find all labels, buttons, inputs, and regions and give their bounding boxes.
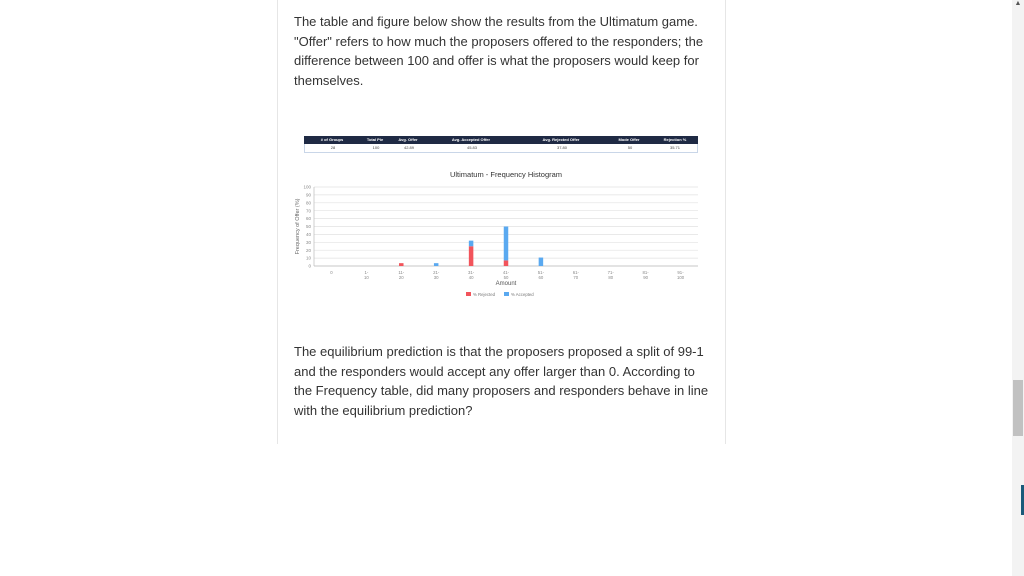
bar-rejected (504, 260, 509, 266)
value-groups: 28 (330, 145, 336, 150)
histogram-svg (293, 164, 713, 304)
x-tick-label: 0 (330, 270, 333, 275)
x-tick-label: 40 (468, 275, 474, 280)
y-tick-label: 30 (305, 239, 311, 245)
y-tick-label: 80 (305, 200, 311, 206)
bar-accepted (469, 241, 474, 247)
value-avg-rejected: 37.80 (556, 145, 567, 150)
y-tick-label: 50 (305, 224, 311, 230)
value-avg-offer: 42.89 (403, 145, 414, 150)
x-tick-label: 21- (433, 270, 440, 275)
x-tick-label: 71- (607, 270, 614, 275)
value-rejection-pct: 35.71 (669, 145, 680, 150)
chart-title: Ultimatum - Frequency Histogram (449, 170, 563, 179)
y-tick-label: 20 (305, 247, 311, 253)
x-tick-label: 80 (608, 275, 614, 280)
value-total-pie: 100 (372, 145, 380, 150)
bar-rejected (469, 246, 474, 266)
y-tick-label: 0 (308, 263, 311, 269)
y-axis-label: Frequency of Offer (%) (295, 198, 301, 255)
legend-label: % Rejected (473, 291, 495, 297)
x-tick-label: 10 (363, 275, 369, 280)
y-tick-label: 10 (305, 255, 311, 261)
stats-table-row (304, 144, 698, 153)
header-avg-rejected: Avg. Rejected Offer (542, 137, 580, 142)
x-tick-label: 90 (643, 275, 649, 280)
x-tick-label: 20 (398, 275, 404, 280)
x-tick-label: 70 (573, 275, 579, 280)
scroll-up-arrow-icon[interactable]: ▲ (1014, 0, 1022, 7)
legend-swatch (504, 292, 509, 296)
x-tick-label: 61- (572, 270, 579, 275)
y-tick-label: 70 (305, 208, 311, 214)
x-tick-label: 50 (503, 275, 509, 280)
header-rejection-pct: Rejection % (663, 137, 687, 142)
value-mode-offer: 50 (627, 145, 633, 150)
header-avg-accepted: Avg. Accepted Offer (451, 137, 491, 142)
scrollbar-thumb[interactable] (1013, 380, 1023, 436)
question-prompt-text: The equilibrium prediction is that the proposers proposed a split of 99-1 and the responders would accept any offer larger than 0. According to the Frequency table, did many proposers and responders behave in line with the equilibrium prediction? (294, 344, 709, 418)
header-total-pie: Total Pie (366, 137, 384, 142)
x-tick-label: 31- (467, 270, 475, 275)
x-tick-label: 11- (398, 270, 405, 275)
x-tick-label: 100 (676, 275, 685, 280)
x-axis-label: Amount (495, 281, 517, 287)
x-tick-label: 60 (538, 275, 544, 280)
value-avg-accepted: 45.83 (466, 145, 477, 150)
x-tick-label: 1- (364, 270, 369, 275)
bar-accepted (434, 263, 439, 266)
bar-accepted (504, 227, 509, 261)
content-panel (277, 0, 726, 444)
y-tick-label: 40 (305, 232, 311, 237)
y-tick-label: 60 (305, 216, 311, 222)
header-groups: # of Groups (320, 137, 344, 142)
question-intro-text: The table and figure below show the results from the Ultimatum game. "Offer" refers to how much the proposers offered to the responders; the difference between 100 and offer is what the proposers would keep for themselves. (294, 14, 704, 88)
stats-table-header (304, 136, 698, 144)
x-tick-label: 51- (537, 270, 545, 275)
y-tick-label: 90 (305, 192, 311, 198)
header-mode-offer: Mode Offer (618, 137, 640, 142)
legend-swatch (466, 292, 471, 296)
x-tick-label: 41- (502, 270, 510, 275)
header-avg-offer: Avg. Offer (398, 137, 418, 142)
bar-accepted (539, 258, 544, 266)
x-tick-label: 91- (677, 270, 684, 275)
y-tick-label: 100 (303, 184, 311, 190)
x-tick-label: 30 (433, 275, 439, 280)
stats-table (304, 136, 698, 153)
frequency-histogram (293, 164, 713, 304)
x-tick-label: 81- (642, 270, 649, 275)
bar-rejected (399, 263, 404, 266)
legend-label: % Accepted (511, 291, 534, 297)
